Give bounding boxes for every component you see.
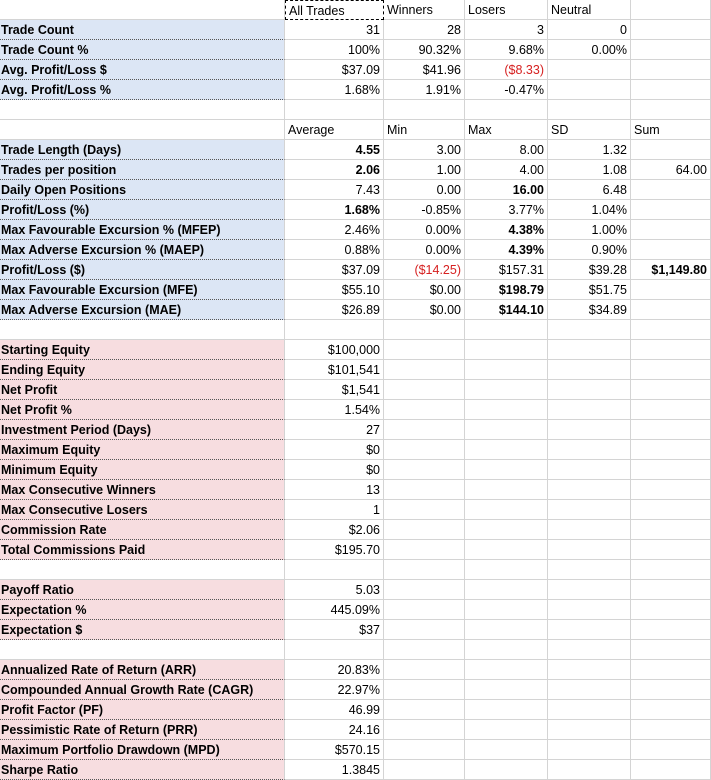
cell-value[interactable]: $157.31 bbox=[465, 260, 548, 280]
cell-value[interactable]: 2.06 bbox=[285, 160, 384, 180]
cell-value[interactable]: 3 bbox=[465, 20, 548, 40]
cell-empty[interactable] bbox=[631, 360, 711, 380]
table-row bbox=[0, 660, 711, 680]
cell-value[interactable]: -0.85% bbox=[384, 200, 465, 220]
cell-value[interactable] bbox=[631, 140, 711, 160]
row-label[interactable]: Max Consecutive Losers bbox=[0, 500, 285, 520]
cell-empty[interactable] bbox=[465, 580, 548, 600]
cell-value[interactable] bbox=[631, 280, 711, 300]
cell-empty[interactable] bbox=[384, 580, 465, 600]
empty-row bbox=[0, 100, 711, 120]
cell-empty[interactable] bbox=[384, 680, 465, 700]
row-label[interactable]: Trade Count bbox=[0, 20, 285, 40]
cell-value[interactable]: -0.47% bbox=[465, 80, 548, 100]
table-row bbox=[0, 20, 711, 40]
row-label[interactable]: Trade Length (Days) bbox=[0, 140, 285, 160]
cell-value[interactable] bbox=[548, 60, 631, 80]
cell-empty[interactable] bbox=[465, 720, 548, 740]
row-label[interactable]: Net Profit bbox=[0, 380, 285, 400]
cell-value[interactable]: 22.97% bbox=[285, 680, 384, 700]
cell-empty[interactable] bbox=[384, 760, 465, 780]
row-label[interactable]: Daily Open Positions bbox=[0, 180, 285, 200]
cell-empty[interactable] bbox=[465, 420, 548, 440]
cell-value[interactable]: $2.06 bbox=[285, 520, 384, 540]
cell-empty[interactable] bbox=[384, 600, 465, 620]
cell-empty[interactable] bbox=[384, 720, 465, 740]
row-label[interactable]: Maximum Equity bbox=[0, 440, 285, 460]
cell-empty[interactable] bbox=[465, 600, 548, 620]
cell-value[interactable]: 46.99 bbox=[285, 700, 384, 720]
cell-empty[interactable] bbox=[384, 620, 465, 640]
cell-empty[interactable] bbox=[631, 580, 711, 600]
cell-empty[interactable] bbox=[631, 500, 711, 520]
cell-empty[interactable] bbox=[548, 100, 631, 120]
cell-value[interactable]: 3.00 bbox=[384, 140, 465, 160]
sheet-row bbox=[0, 0, 711, 20]
cell-value[interactable]: $37.09 bbox=[285, 260, 384, 280]
cell-empty[interactable] bbox=[548, 740, 631, 760]
row-label[interactable]: Avg. Profit/Loss % bbox=[0, 80, 285, 100]
cell-value[interactable]: 8.00 bbox=[465, 140, 548, 160]
cell-empty[interactable] bbox=[548, 640, 631, 660]
cell-value[interactable]: 31 bbox=[285, 20, 384, 40]
cell-empty[interactable] bbox=[631, 20, 711, 40]
cell-empty[interactable] bbox=[631, 460, 711, 480]
cell-empty[interactable] bbox=[384, 380, 465, 400]
cell-empty[interactable] bbox=[548, 680, 631, 700]
cell-empty[interactable] bbox=[465, 500, 548, 520]
cell-empty[interactable] bbox=[631, 440, 711, 460]
cell-value-negative[interactable]: ($8.33) bbox=[465, 60, 548, 80]
cell-value[interactable] bbox=[631, 300, 711, 320]
cell-empty[interactable] bbox=[631, 700, 711, 720]
cell-value[interactable]: 1.54% bbox=[285, 400, 384, 420]
table-row bbox=[0, 280, 711, 300]
cell-empty[interactable] bbox=[285, 100, 384, 120]
cell-value[interactable]: 1.04% bbox=[548, 200, 631, 220]
cell-value[interactable]: $1,541 bbox=[285, 380, 384, 400]
cell-empty[interactable] bbox=[465, 660, 548, 680]
cell-empty[interactable] bbox=[465, 760, 548, 780]
cell-empty[interactable] bbox=[0, 320, 285, 340]
cell-value[interactable]: 1.08 bbox=[548, 160, 631, 180]
cell-empty[interactable] bbox=[631, 740, 711, 760]
cell-empty[interactable] bbox=[631, 0, 711, 20]
table-row bbox=[0, 40, 711, 60]
cell-value[interactable]: $0 bbox=[285, 460, 384, 480]
cell-value[interactable]: $39.28 bbox=[548, 260, 631, 280]
table-row bbox=[0, 240, 711, 260]
cell-value[interactable]: 0.90% bbox=[548, 240, 631, 260]
cell-value[interactable]: $0.00 bbox=[384, 300, 465, 320]
row-label[interactable]: Investment Period (Days) bbox=[0, 420, 285, 440]
cell-empty[interactable] bbox=[384, 420, 465, 440]
cell-value[interactable]: 3.77% bbox=[465, 200, 548, 220]
cell-empty[interactable] bbox=[631, 760, 711, 780]
empty-row bbox=[0, 560, 711, 580]
cell-empty[interactable] bbox=[548, 460, 631, 480]
cell-value[interactable]: $55.10 bbox=[285, 280, 384, 300]
cell-empty[interactable] bbox=[384, 640, 465, 660]
cell-value[interactable]: 1.00% bbox=[548, 220, 631, 240]
cell-empty[interactable] bbox=[548, 320, 631, 340]
sheet-row bbox=[0, 120, 711, 140]
header-neutral[interactable]: Neutral bbox=[548, 0, 631, 20]
table-row bbox=[0, 740, 711, 760]
cell-value[interactable]: $26.89 bbox=[285, 300, 384, 320]
table-row bbox=[0, 700, 711, 720]
cell-empty[interactable] bbox=[384, 500, 465, 520]
row-label[interactable]: Max Favourable Excursion (MFE) bbox=[0, 280, 285, 300]
cell-value-negative[interactable]: ($14.25) bbox=[384, 260, 465, 280]
cell-value[interactable]: 9.68% bbox=[465, 40, 548, 60]
cell-empty[interactable] bbox=[465, 100, 548, 120]
cell-value[interactable] bbox=[631, 200, 711, 220]
cell-empty[interactable] bbox=[631, 60, 711, 80]
cell-value[interactable]: $198.79 bbox=[465, 280, 548, 300]
table-row bbox=[0, 460, 711, 480]
cell-value[interactable]: $195.70 bbox=[285, 540, 384, 560]
cell-empty[interactable] bbox=[465, 360, 548, 380]
cell-empty[interactable] bbox=[465, 480, 548, 500]
cell-empty[interactable] bbox=[631, 560, 711, 580]
cell-value[interactable]: 1.3845 bbox=[285, 760, 384, 780]
cell-value[interactable]: 445.09% bbox=[285, 600, 384, 620]
cell-empty[interactable] bbox=[548, 700, 631, 720]
cell-empty[interactable] bbox=[548, 760, 631, 780]
cell-value[interactable]: 27 bbox=[285, 420, 384, 440]
cell-empty[interactable] bbox=[548, 720, 631, 740]
table-row bbox=[0, 540, 711, 560]
cell-empty[interactable] bbox=[465, 740, 548, 760]
empty-row bbox=[0, 640, 711, 660]
table-row bbox=[0, 140, 711, 160]
row-label[interactable]: Commission Rate bbox=[0, 520, 285, 540]
table-row bbox=[0, 480, 711, 500]
header-average[interactable]: Average bbox=[285, 120, 384, 140]
cell-value[interactable]: 0.00 bbox=[384, 180, 465, 200]
cell-empty[interactable] bbox=[631, 520, 711, 540]
cell-value[interactable]: 5.03 bbox=[285, 580, 384, 600]
row-label[interactable]: Sharpe Ratio bbox=[0, 760, 285, 780]
cell-empty[interactable] bbox=[631, 100, 711, 120]
cell-empty[interactable] bbox=[631, 640, 711, 660]
cell-empty[interactable] bbox=[465, 680, 548, 700]
cell-empty[interactable] bbox=[631, 540, 711, 560]
row-label[interactable]: Pessimistic Rate of Return (PRR) bbox=[0, 720, 285, 740]
cell-value[interactable]: $0 bbox=[285, 440, 384, 460]
cell-value[interactable]: 0.00% bbox=[384, 240, 465, 260]
row-label[interactable]: Payoff Ratio bbox=[0, 580, 285, 600]
cell-empty[interactable] bbox=[465, 380, 548, 400]
row-label[interactable]: Expectation % bbox=[0, 600, 285, 620]
cell-value[interactable]: 0.00% bbox=[548, 40, 631, 60]
cell-empty[interactable] bbox=[384, 460, 465, 480]
row-label[interactable]: Annualized Rate of Return (ARR) bbox=[0, 660, 285, 680]
cell-empty[interactable] bbox=[0, 120, 285, 140]
cell-empty[interactable] bbox=[631, 400, 711, 420]
cell-value[interactable]: 28 bbox=[384, 20, 465, 40]
cell-empty[interactable] bbox=[285, 640, 384, 660]
cell-value[interactable]: 13 bbox=[285, 480, 384, 500]
header-min[interactable]: Min bbox=[384, 120, 465, 140]
cell-empty[interactable] bbox=[548, 420, 631, 440]
cell-value[interactable]: 1 bbox=[285, 500, 384, 520]
cell-empty[interactable] bbox=[465, 700, 548, 720]
row-label[interactable]: Minimum Equity bbox=[0, 460, 285, 480]
cell-empty[interactable] bbox=[384, 320, 465, 340]
table-row bbox=[0, 220, 711, 240]
cell-value[interactable]: $37.09 bbox=[285, 60, 384, 80]
row-label[interactable]: Maximum Portfolio Drawdown (MPD) bbox=[0, 740, 285, 760]
cell-empty[interactable] bbox=[384, 740, 465, 760]
table-row bbox=[0, 720, 711, 740]
cell-empty[interactable] bbox=[384, 520, 465, 540]
cell-empty[interactable] bbox=[548, 600, 631, 620]
cell-value[interactable]: 24.16 bbox=[285, 720, 384, 740]
cell-value[interactable]: 6.48 bbox=[548, 180, 631, 200]
cell-empty[interactable] bbox=[631, 600, 711, 620]
cell-empty[interactable] bbox=[384, 700, 465, 720]
cell-empty[interactable] bbox=[548, 380, 631, 400]
header-sum[interactable]: Sum bbox=[631, 120, 711, 140]
row-label[interactable]: Net Profit % bbox=[0, 400, 285, 420]
cell-empty[interactable] bbox=[465, 560, 548, 580]
cell-empty[interactable] bbox=[384, 540, 465, 560]
table-row bbox=[0, 160, 711, 180]
cell-empty[interactable] bbox=[465, 640, 548, 660]
cell-empty[interactable] bbox=[384, 480, 465, 500]
cell-value[interactable]: 90.32% bbox=[384, 40, 465, 60]
cell-empty[interactable] bbox=[631, 420, 711, 440]
cell-empty[interactable] bbox=[548, 540, 631, 560]
cell-empty[interactable] bbox=[384, 440, 465, 460]
table-row bbox=[0, 380, 711, 400]
cell-value[interactable]: 0 bbox=[548, 20, 631, 40]
cell-empty[interactable] bbox=[631, 620, 711, 640]
row-label[interactable]: Max Favourable Excursion % (MFEP) bbox=[0, 220, 285, 240]
cell-empty[interactable] bbox=[384, 560, 465, 580]
table-row bbox=[0, 520, 711, 540]
table-row bbox=[0, 600, 711, 620]
row-label[interactable]: Max Adverse Excursion % (MAEP) bbox=[0, 240, 285, 260]
cell-value[interactable]: $100,000 bbox=[285, 340, 384, 360]
cell-empty[interactable] bbox=[384, 360, 465, 380]
cell-empty[interactable] bbox=[0, 100, 285, 120]
cell-value[interactable]: 1.32 bbox=[548, 140, 631, 160]
row-label[interactable]: Starting Equity bbox=[0, 340, 285, 360]
cell-value[interactable]: $0.00 bbox=[384, 280, 465, 300]
table-row bbox=[0, 300, 711, 320]
cell-value[interactable]: 20.83% bbox=[285, 660, 384, 680]
cell-empty[interactable] bbox=[465, 520, 548, 540]
cell-empty[interactable] bbox=[465, 400, 548, 420]
row-label[interactable]: Compounded Annual Growth Rate (CAGR) bbox=[0, 680, 285, 700]
cell-value[interactable]: $101,541 bbox=[285, 360, 384, 380]
table-row bbox=[0, 500, 711, 520]
cell-empty[interactable] bbox=[548, 360, 631, 380]
cell-value[interactable]: $37 bbox=[285, 620, 384, 640]
cell-value[interactable]: 1.68% bbox=[285, 200, 384, 220]
cell-empty[interactable] bbox=[465, 540, 548, 560]
row-label[interactable]: Total Commissions Paid bbox=[0, 540, 285, 560]
cell-value[interactable]: $570.15 bbox=[285, 740, 384, 760]
cell-value[interactable]: $34.89 bbox=[548, 300, 631, 320]
cell-empty[interactable] bbox=[631, 40, 711, 60]
table-row bbox=[0, 400, 711, 420]
cell-empty[interactable] bbox=[631, 680, 711, 700]
row-label[interactable]: Expectation $ bbox=[0, 620, 285, 640]
table-row bbox=[0, 200, 711, 220]
row-label[interactable]: Ending Equity bbox=[0, 360, 285, 380]
cell-empty[interactable] bbox=[0, 640, 285, 660]
row-label[interactable]: Trades per position bbox=[0, 160, 285, 180]
cell-value[interactable]: 2.46% bbox=[285, 220, 384, 240]
cell-value[interactable]: $144.10 bbox=[465, 300, 548, 320]
cell-empty[interactable] bbox=[465, 340, 548, 360]
row-label[interactable]: Profit/Loss ($) bbox=[0, 260, 285, 280]
header-all-trades[interactable]: All Trades bbox=[285, 0, 384, 20]
table-row bbox=[0, 760, 711, 780]
cell-value[interactable]: 4.39% bbox=[465, 240, 548, 260]
row-label[interactable]: Max Adverse Excursion (MAE) bbox=[0, 300, 285, 320]
cell-value[interactable]: 4.38% bbox=[465, 220, 548, 240]
cell-value[interactable]: 64.00 bbox=[631, 160, 711, 180]
cell-value[interactable]: 4.00 bbox=[465, 160, 548, 180]
cell-empty[interactable] bbox=[548, 340, 631, 360]
cell-value[interactable]: $41.96 bbox=[384, 60, 465, 80]
cell-empty[interactable] bbox=[631, 380, 711, 400]
table-row bbox=[0, 60, 711, 80]
cell-empty[interactable] bbox=[384, 100, 465, 120]
cell-empty[interactable] bbox=[548, 440, 631, 460]
table-row bbox=[0, 180, 711, 200]
cell-value[interactable]: 1.68% bbox=[285, 80, 384, 100]
cell-empty[interactable] bbox=[384, 400, 465, 420]
header-max[interactable]: Max bbox=[465, 120, 548, 140]
cell-empty[interactable] bbox=[548, 660, 631, 680]
cell-value[interactable]: 16.00 bbox=[465, 180, 548, 200]
empty-row bbox=[0, 320, 711, 340]
table-row bbox=[0, 440, 711, 460]
table-row bbox=[0, 620, 711, 640]
row-label[interactable]: Trade Count % bbox=[0, 40, 285, 60]
cell-value[interactable]: 0.00% bbox=[384, 220, 465, 240]
cell-value[interactable] bbox=[631, 180, 711, 200]
header-losers[interactable]: Losers bbox=[465, 0, 548, 20]
cell-empty[interactable] bbox=[548, 520, 631, 540]
cell-empty[interactable] bbox=[631, 80, 711, 100]
cell-value[interactable]: 100% bbox=[285, 40, 384, 60]
cell-empty[interactable] bbox=[548, 480, 631, 500]
cell-empty[interactable] bbox=[548, 620, 631, 640]
table-row bbox=[0, 580, 711, 600]
cell-empty[interactable] bbox=[285, 320, 384, 340]
cell-value[interactable]: 4.55 bbox=[285, 140, 384, 160]
row-label[interactable]: Profit Factor (PF) bbox=[0, 700, 285, 720]
table-row bbox=[0, 80, 711, 100]
cell-value[interactable]: 1.91% bbox=[384, 80, 465, 100]
cell-empty[interactable] bbox=[548, 500, 631, 520]
cell-value[interactable] bbox=[631, 240, 711, 260]
table-row bbox=[0, 680, 711, 700]
cell-value[interactable]: $51.75 bbox=[548, 280, 631, 300]
table-row bbox=[0, 420, 711, 440]
cell-empty[interactable] bbox=[465, 460, 548, 480]
cell-empty[interactable] bbox=[0, 0, 285, 20]
cell-value[interactable] bbox=[631, 220, 711, 240]
cell-empty[interactable] bbox=[631, 480, 711, 500]
header-sd[interactable]: SD bbox=[548, 120, 631, 140]
cell-empty[interactable] bbox=[0, 560, 285, 580]
row-label[interactable]: Avg. Profit/Loss $ bbox=[0, 60, 285, 80]
cell-empty[interactable] bbox=[384, 660, 465, 680]
cell-value[interactable]: $1,149.80 bbox=[631, 260, 711, 280]
cell-empty[interactable] bbox=[548, 560, 631, 580]
table-row bbox=[0, 340, 711, 360]
cell-empty[interactable] bbox=[631, 720, 711, 740]
cell-empty[interactable] bbox=[631, 340, 711, 360]
cell-empty[interactable] bbox=[384, 340, 465, 360]
cell-value[interactable]: 1.00 bbox=[384, 160, 465, 180]
row-label[interactable]: Profit/Loss (%) bbox=[0, 200, 285, 220]
cell-empty[interactable] bbox=[548, 580, 631, 600]
cell-value[interactable]: 0.88% bbox=[285, 240, 384, 260]
row-label[interactable]: Max Consecutive Winners bbox=[0, 480, 285, 500]
cell-empty[interactable] bbox=[548, 400, 631, 420]
cell-empty[interactable] bbox=[631, 660, 711, 680]
cell-value[interactable] bbox=[548, 80, 631, 100]
cell-empty[interactable] bbox=[285, 560, 384, 580]
table-row bbox=[0, 260, 711, 280]
cell-empty[interactable] bbox=[465, 440, 548, 460]
cell-empty[interactable] bbox=[465, 320, 548, 340]
cell-value[interactable]: 7.43 bbox=[285, 180, 384, 200]
cell-empty[interactable] bbox=[465, 620, 548, 640]
cell-empty[interactable] bbox=[631, 320, 711, 340]
header-winners[interactable]: Winners bbox=[384, 0, 465, 20]
table-row bbox=[0, 360, 711, 380]
